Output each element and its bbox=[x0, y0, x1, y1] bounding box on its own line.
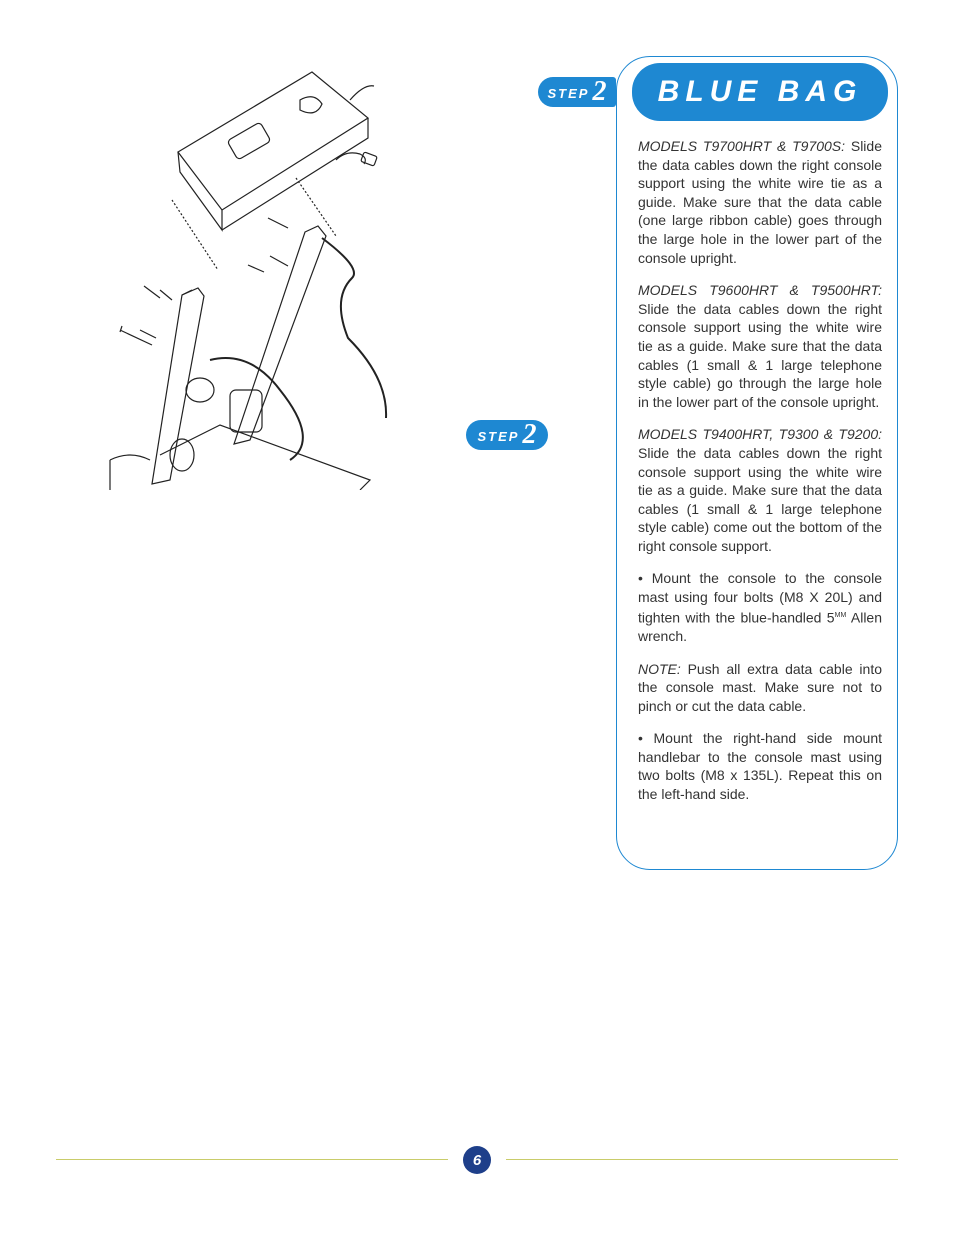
instruction-text bbox=[638, 137, 882, 818]
paragraph-models-t9700: MODELS T9700HRT & T9700S: Slide the data cables down the right console support using the white wire tie as a guide. Make sure that the data cable (one large ribbon cable) goes through the large hole in the lower part of the console upright. bbox=[638, 138, 882, 266]
footer-rule-left bbox=[56, 1159, 448, 1160]
paragraph-note: NOTE: Push all extra data cable into the console mast. Make sure not to pinch or cut the data cable. bbox=[638, 660, 882, 714]
console-assembly-illustration bbox=[100, 60, 470, 490]
paragraph-mount-handlebar: • Mount the right-hand side mount handlebar to the console mast using two bolts (M8 x 135L). Repeat this on the left-hand side. bbox=[638, 730, 882, 803]
paragraph-models-t9600: MODELS T9600HRT & T9500HRT: Slide the data cables down the right console support using the white wire tie as a guide. Make sure that the data cables (1 small & 1 large telephone style cable) go through the large hole in the lower part of the console upright. bbox=[638, 282, 882, 410]
panel-title: BLUE BAG bbox=[657, 75, 863, 108]
footer-rule-right bbox=[506, 1159, 898, 1160]
paragraph-mount-console: • Mount the console to the console mast using four bolts (M8 X 20L) and tighten with the blue-handled $5^{MM}$ Allen wrench. bbox=[638, 570, 883, 644]
step-word: STEP bbox=[477, 429, 520, 444]
step-2-tag-mid bbox=[466, 420, 548, 450]
panel-header bbox=[632, 63, 888, 121]
step-word: STEP bbox=[547, 86, 590, 101]
step-2-tag-top bbox=[538, 77, 616, 107]
step-number: 2 bbox=[592, 76, 607, 107]
paragraph-models-t9400: MODELS T9400HRT, T9300 & T9200: Slide the data cables down the right console support using the white wire tie as a guide. Make sure that the data cables (1 small & 1 large telephone style cable) come out the bottom of the right console support. bbox=[638, 426, 882, 554]
step-number: 2 bbox=[522, 419, 537, 450]
page-number-badge: 6 bbox=[463, 1146, 491, 1174]
